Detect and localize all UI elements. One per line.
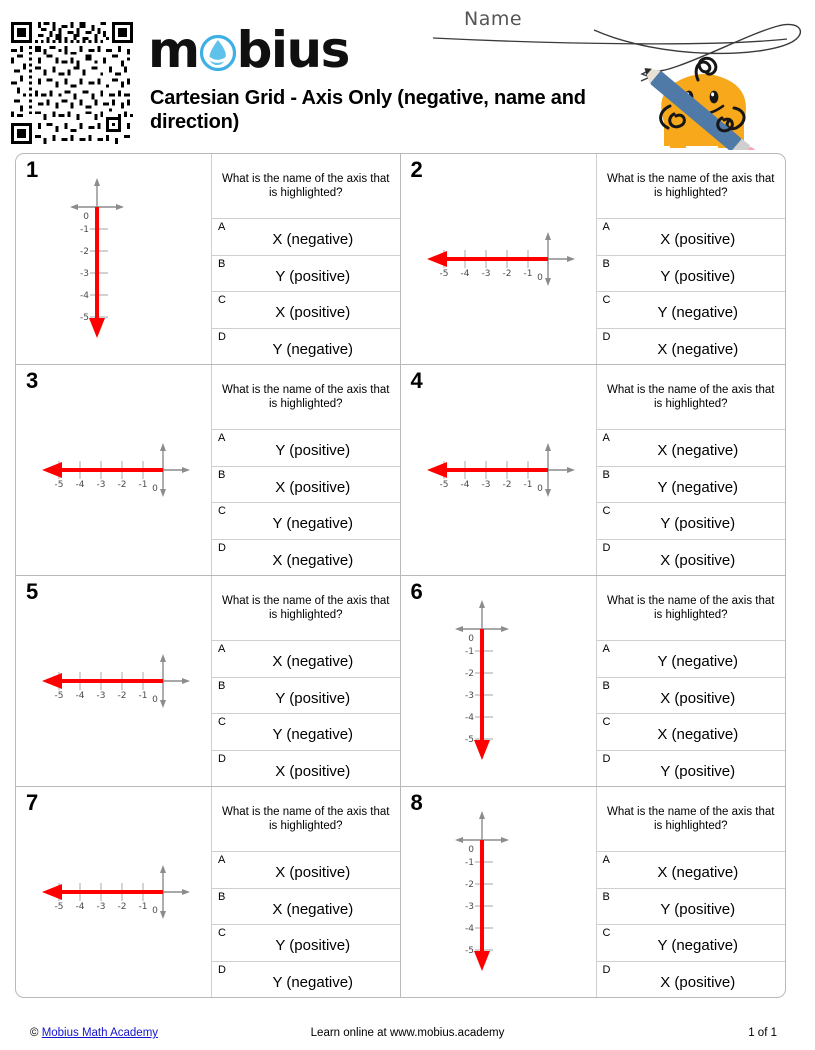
svg-text:-5: -5 <box>54 902 64 912</box>
option-letter: B <box>602 468 610 481</box>
question-cell-6 <box>401 576 786 786</box>
svg-text:-3: -3 <box>96 902 106 912</box>
svg-text:-1: -1 <box>523 480 532 490</box>
logo-text-left: m <box>148 21 199 79</box>
page-footer <box>0 1022 815 1050</box>
option-a[interactable] <box>212 852 400 889</box>
question-cell-2 <box>401 154 786 364</box>
svg-text:0: 0 <box>152 484 158 494</box>
vertical-negative-axis-icon <box>64 176 154 346</box>
option-d[interactable] <box>597 540 786 576</box>
svg-text:-2: -2 <box>117 902 127 912</box>
option-text: X (positive) <box>660 231 736 249</box>
question-row <box>16 365 785 576</box>
page-header <box>0 0 815 150</box>
svg-text:-4: -4 <box>460 480 469 490</box>
question-panel <box>211 365 400 575</box>
question-prompt <box>212 154 400 219</box>
axis-figure-3 <box>16 365 211 575</box>
question-panel <box>596 154 786 364</box>
question-prompt <box>212 365 400 430</box>
svg-text:-2: -2 <box>464 880 474 890</box>
question-prompt-text: What is the name of the axis that is highlighted? <box>607 173 775 199</box>
question-row <box>16 154 785 365</box>
question-panel <box>211 787 400 997</box>
logo-text-right: bius <box>236 21 349 79</box>
svg-text:-2: -2 <box>502 269 511 279</box>
question-prompt <box>597 576 786 641</box>
option-letter: B <box>602 257 610 270</box>
question-cell-1 <box>16 154 401 364</box>
option-text: Y (positive) <box>275 937 351 955</box>
option-letter: D <box>602 541 611 554</box>
svg-text:-5: -5 <box>54 691 64 701</box>
question-number: 4 <box>410 368 423 393</box>
option-text: Y (negative) <box>657 937 739 955</box>
svg-text:-1: -1 <box>464 858 474 868</box>
question-panel <box>211 576 400 786</box>
option-text: X (negative) <box>272 551 354 569</box>
option-text: X (positive) <box>660 551 736 569</box>
horizontal-negative-axis-icon <box>34 652 194 715</box>
option-text: Y (negative) <box>657 478 739 496</box>
axis-figure-6 <box>401 576 596 786</box>
option-text: Y (positive) <box>660 515 736 533</box>
option-letter: C <box>602 716 611 728</box>
option-c[interactable] <box>597 925 786 962</box>
horizontal-negative-axis-icon <box>419 441 579 504</box>
svg-text:-4: -4 <box>460 269 469 279</box>
question-number: 8 <box>410 790 423 815</box>
svg-text:-4: -4 <box>464 924 474 934</box>
option-a[interactable] <box>212 430 400 467</box>
svg-text:-1: -1 <box>138 480 148 490</box>
question-panel <box>596 365 786 575</box>
axis-figure-4 <box>401 365 596 575</box>
svg-text:-3: -3 <box>464 902 474 912</box>
svg-text:0: 0 <box>152 906 158 916</box>
horizontal-negative-axis-icon <box>419 230 579 293</box>
option-text: X (positive) <box>275 864 351 882</box>
question-cell-3 <box>16 365 401 575</box>
option-letter: D <box>218 330 226 343</box>
svg-text:-4: -4 <box>75 691 85 701</box>
question-prompt-text: What is the name of the axis that is highlighted? <box>222 595 390 621</box>
option-b[interactable] <box>597 889 786 926</box>
option-text: X (positive) <box>660 689 736 707</box>
svg-text:-4: -4 <box>80 291 89 301</box>
horizontal-negative-axis-icon <box>34 441 194 504</box>
option-c[interactable] <box>212 503 400 540</box>
option-letter: B <box>602 890 610 903</box>
svg-text:-5: -5 <box>439 269 448 279</box>
option-text: X (positive) <box>660 973 736 991</box>
copyright-symbol: © <box>30 1027 39 1039</box>
question-cell-5 <box>16 576 401 786</box>
option-text: Y (negative) <box>657 653 739 671</box>
option-text: Y (positive) <box>660 267 736 285</box>
question-prompt-text: What is the name of the axis that is highlighted? <box>607 806 775 832</box>
mobius-mascot-with-pencil-icon <box>592 18 812 150</box>
question-number: 6 <box>410 579 423 604</box>
option-letter: D <box>218 963 226 976</box>
option-text: X (positive) <box>275 304 351 322</box>
option-d[interactable] <box>212 751 400 787</box>
svg-text:-1: -1 <box>464 647 474 657</box>
option-text: X (negative) <box>657 340 739 358</box>
option-text: Y (negative) <box>272 515 354 533</box>
option-text: Y (negative) <box>272 340 354 358</box>
question-number: 3 <box>26 368 39 393</box>
svg-text:-3: -3 <box>96 691 106 701</box>
option-b[interactable] <box>212 467 400 504</box>
svg-text:-3: -3 <box>80 269 89 279</box>
svg-text:-4: -4 <box>464 713 474 723</box>
question-prompt <box>597 787 786 852</box>
question-cell-4 <box>401 365 786 575</box>
option-letter: C <box>218 716 226 728</box>
option-letter: D <box>602 752 611 765</box>
option-text: X (negative) <box>272 900 354 918</box>
option-text: Y (positive) <box>275 442 351 460</box>
question-grid <box>15 153 786 998</box>
question-prompt-text: What is the name of the axis that is highlighted? <box>222 173 390 199</box>
vertical-negative-axis-icon <box>449 598 539 768</box>
question-panel <box>596 576 786 786</box>
option-letter: A <box>602 854 610 866</box>
question-prompt <box>212 576 400 641</box>
question-prompt <box>212 787 400 852</box>
option-d[interactable] <box>212 540 400 576</box>
option-text: X (negative) <box>272 653 354 671</box>
option-letter: B <box>602 679 610 692</box>
option-letter: C <box>602 927 611 939</box>
option-text: X (negative) <box>272 231 354 249</box>
question-prompt-text: What is the name of the axis that is highlighted? <box>222 806 390 832</box>
axis-figure-5 <box>16 576 211 786</box>
svg-text:-3: -3 <box>481 480 490 490</box>
option-a[interactable] <box>212 219 400 256</box>
option-a[interactable] <box>597 430 786 467</box>
footer-page-number: 1 of 1 <box>748 1027 777 1039</box>
name-label: Name <box>464 8 523 30</box>
option-c[interactable] <box>597 714 786 751</box>
option-letter: A <box>218 854 226 866</box>
svg-text:-3: -3 <box>481 269 490 279</box>
svg-text:-5: -5 <box>439 480 448 490</box>
option-letter: D <box>218 541 226 554</box>
option-text: X (positive) <box>275 478 351 496</box>
option-a[interactable] <box>212 641 400 678</box>
option-letter: C <box>602 505 611 517</box>
option-letter: B <box>218 890 226 903</box>
question-panel <box>596 787 786 997</box>
option-d[interactable] <box>212 962 400 998</box>
svg-text:-5: -5 <box>464 735 474 745</box>
option-letter: A <box>602 221 610 233</box>
option-text: X (positive) <box>275 762 351 780</box>
footer-tagline: Learn online at www.mobius.academy <box>310 1027 505 1039</box>
option-letter: A <box>218 643 226 655</box>
option-b[interactable] <box>597 678 786 715</box>
question-number: 7 <box>26 790 39 815</box>
axis-figure-1 <box>16 154 211 364</box>
option-a[interactable] <box>597 641 786 678</box>
option-text: Y (positive) <box>660 900 736 918</box>
question-prompt-text: What is the name of the axis that is highlighted? <box>607 595 775 621</box>
svg-text:-2: -2 <box>502 480 511 490</box>
option-c[interactable] <box>212 292 400 329</box>
question-cell-8 <box>401 787 786 997</box>
option-b[interactable] <box>212 678 400 715</box>
option-letter: B <box>218 257 226 270</box>
svg-text:0: 0 <box>83 212 89 222</box>
question-row <box>16 576 785 787</box>
svg-text:0: 0 <box>536 484 543 494</box>
svg-text:-5: -5 <box>464 946 474 956</box>
option-text: Y (positive) <box>275 689 351 707</box>
option-text: Y (positive) <box>660 762 736 780</box>
option-letter: C <box>602 294 611 306</box>
option-text: Y (positive) <box>275 267 351 285</box>
svg-text:-1: -1 <box>138 691 148 701</box>
svg-text:-4: -4 <box>75 480 85 490</box>
option-letter: D <box>218 752 226 765</box>
svg-text:0: 0 <box>536 273 543 283</box>
option-text: Y (negative) <box>272 973 354 991</box>
option-b[interactable] <box>212 256 400 293</box>
svg-text:-3: -3 <box>464 691 474 701</box>
option-d[interactable] <box>597 329 786 365</box>
mobius-droplet-o-icon <box>200 35 236 71</box>
option-letter: D <box>602 330 611 343</box>
axis-figure-8 <box>401 787 596 997</box>
question-panel <box>211 154 400 364</box>
option-text: Y (negative) <box>657 304 739 322</box>
option-letter: C <box>218 505 226 517</box>
question-number: 5 <box>26 579 39 604</box>
option-c[interactable] <box>597 292 786 329</box>
qr-code-icon <box>11 22 133 144</box>
vertical-negative-axis-icon <box>449 809 539 979</box>
option-letter: C <box>218 294 226 306</box>
option-d[interactable] <box>597 962 786 998</box>
question-prompt <box>597 154 786 219</box>
option-b[interactable] <box>597 467 786 504</box>
svg-text:0: 0 <box>152 695 158 705</box>
svg-text:-2: -2 <box>464 669 474 679</box>
svg-text:-1: -1 <box>523 269 532 279</box>
question-number: 2 <box>410 157 423 182</box>
option-letter: D <box>602 963 611 976</box>
option-text: X (negative) <box>657 726 739 744</box>
svg-text:-2: -2 <box>117 480 127 490</box>
question-prompt-text: What is the name of the axis that is highlighted? <box>222 384 390 410</box>
option-c[interactable] <box>212 925 400 962</box>
question-prompt-text: What is the name of the axis that is highlighted? <box>607 384 775 410</box>
svg-text:0: 0 <box>467 634 474 644</box>
option-a[interactable] <box>597 219 786 256</box>
axis-figure-2 <box>401 154 596 364</box>
option-c[interactable] <box>212 714 400 751</box>
option-letter: A <box>602 643 610 655</box>
svg-text:-5: -5 <box>80 313 89 323</box>
option-letter: A <box>218 432 226 444</box>
question-row <box>16 787 785 997</box>
option-a[interactable] <box>597 852 786 889</box>
option-letter: A <box>218 221 226 233</box>
svg-text:-2: -2 <box>117 691 127 701</box>
option-text: Y (negative) <box>272 726 354 744</box>
svg-text:-4: -4 <box>75 902 85 912</box>
horizontal-negative-axis-icon <box>34 863 194 926</box>
svg-text:-1: -1 <box>138 902 148 912</box>
svg-text:-3: -3 <box>96 480 106 490</box>
option-b[interactable] <box>212 889 400 926</box>
option-letter: C <box>218 927 226 939</box>
question-prompt <box>597 365 786 430</box>
axis-figure-7 <box>16 787 211 997</box>
svg-text:-2: -2 <box>80 247 89 257</box>
page-title: Cartesian Grid - Axis Only (negative, name and direction) <box>150 87 586 133</box>
option-b[interactable] <box>597 256 786 293</box>
question-cell-7 <box>16 787 401 997</box>
mobius-logo <box>148 21 363 79</box>
option-d[interactable] <box>597 751 786 787</box>
option-text: X (negative) <box>657 442 739 460</box>
option-c[interactable] <box>597 503 786 540</box>
option-letter: B <box>218 468 226 481</box>
svg-text:-5: -5 <box>54 480 64 490</box>
option-letter: B <box>218 679 226 692</box>
option-d[interactable] <box>212 329 400 365</box>
mobius-math-academy-link[interactable]: Mobius Math Academy <box>41 1027 159 1039</box>
svg-text:0: 0 <box>467 845 474 855</box>
option-text: X (negative) <box>657 864 739 882</box>
question-number: 1 <box>26 157 39 182</box>
option-letter: A <box>602 432 610 444</box>
svg-text:-1: -1 <box>80 225 89 235</box>
